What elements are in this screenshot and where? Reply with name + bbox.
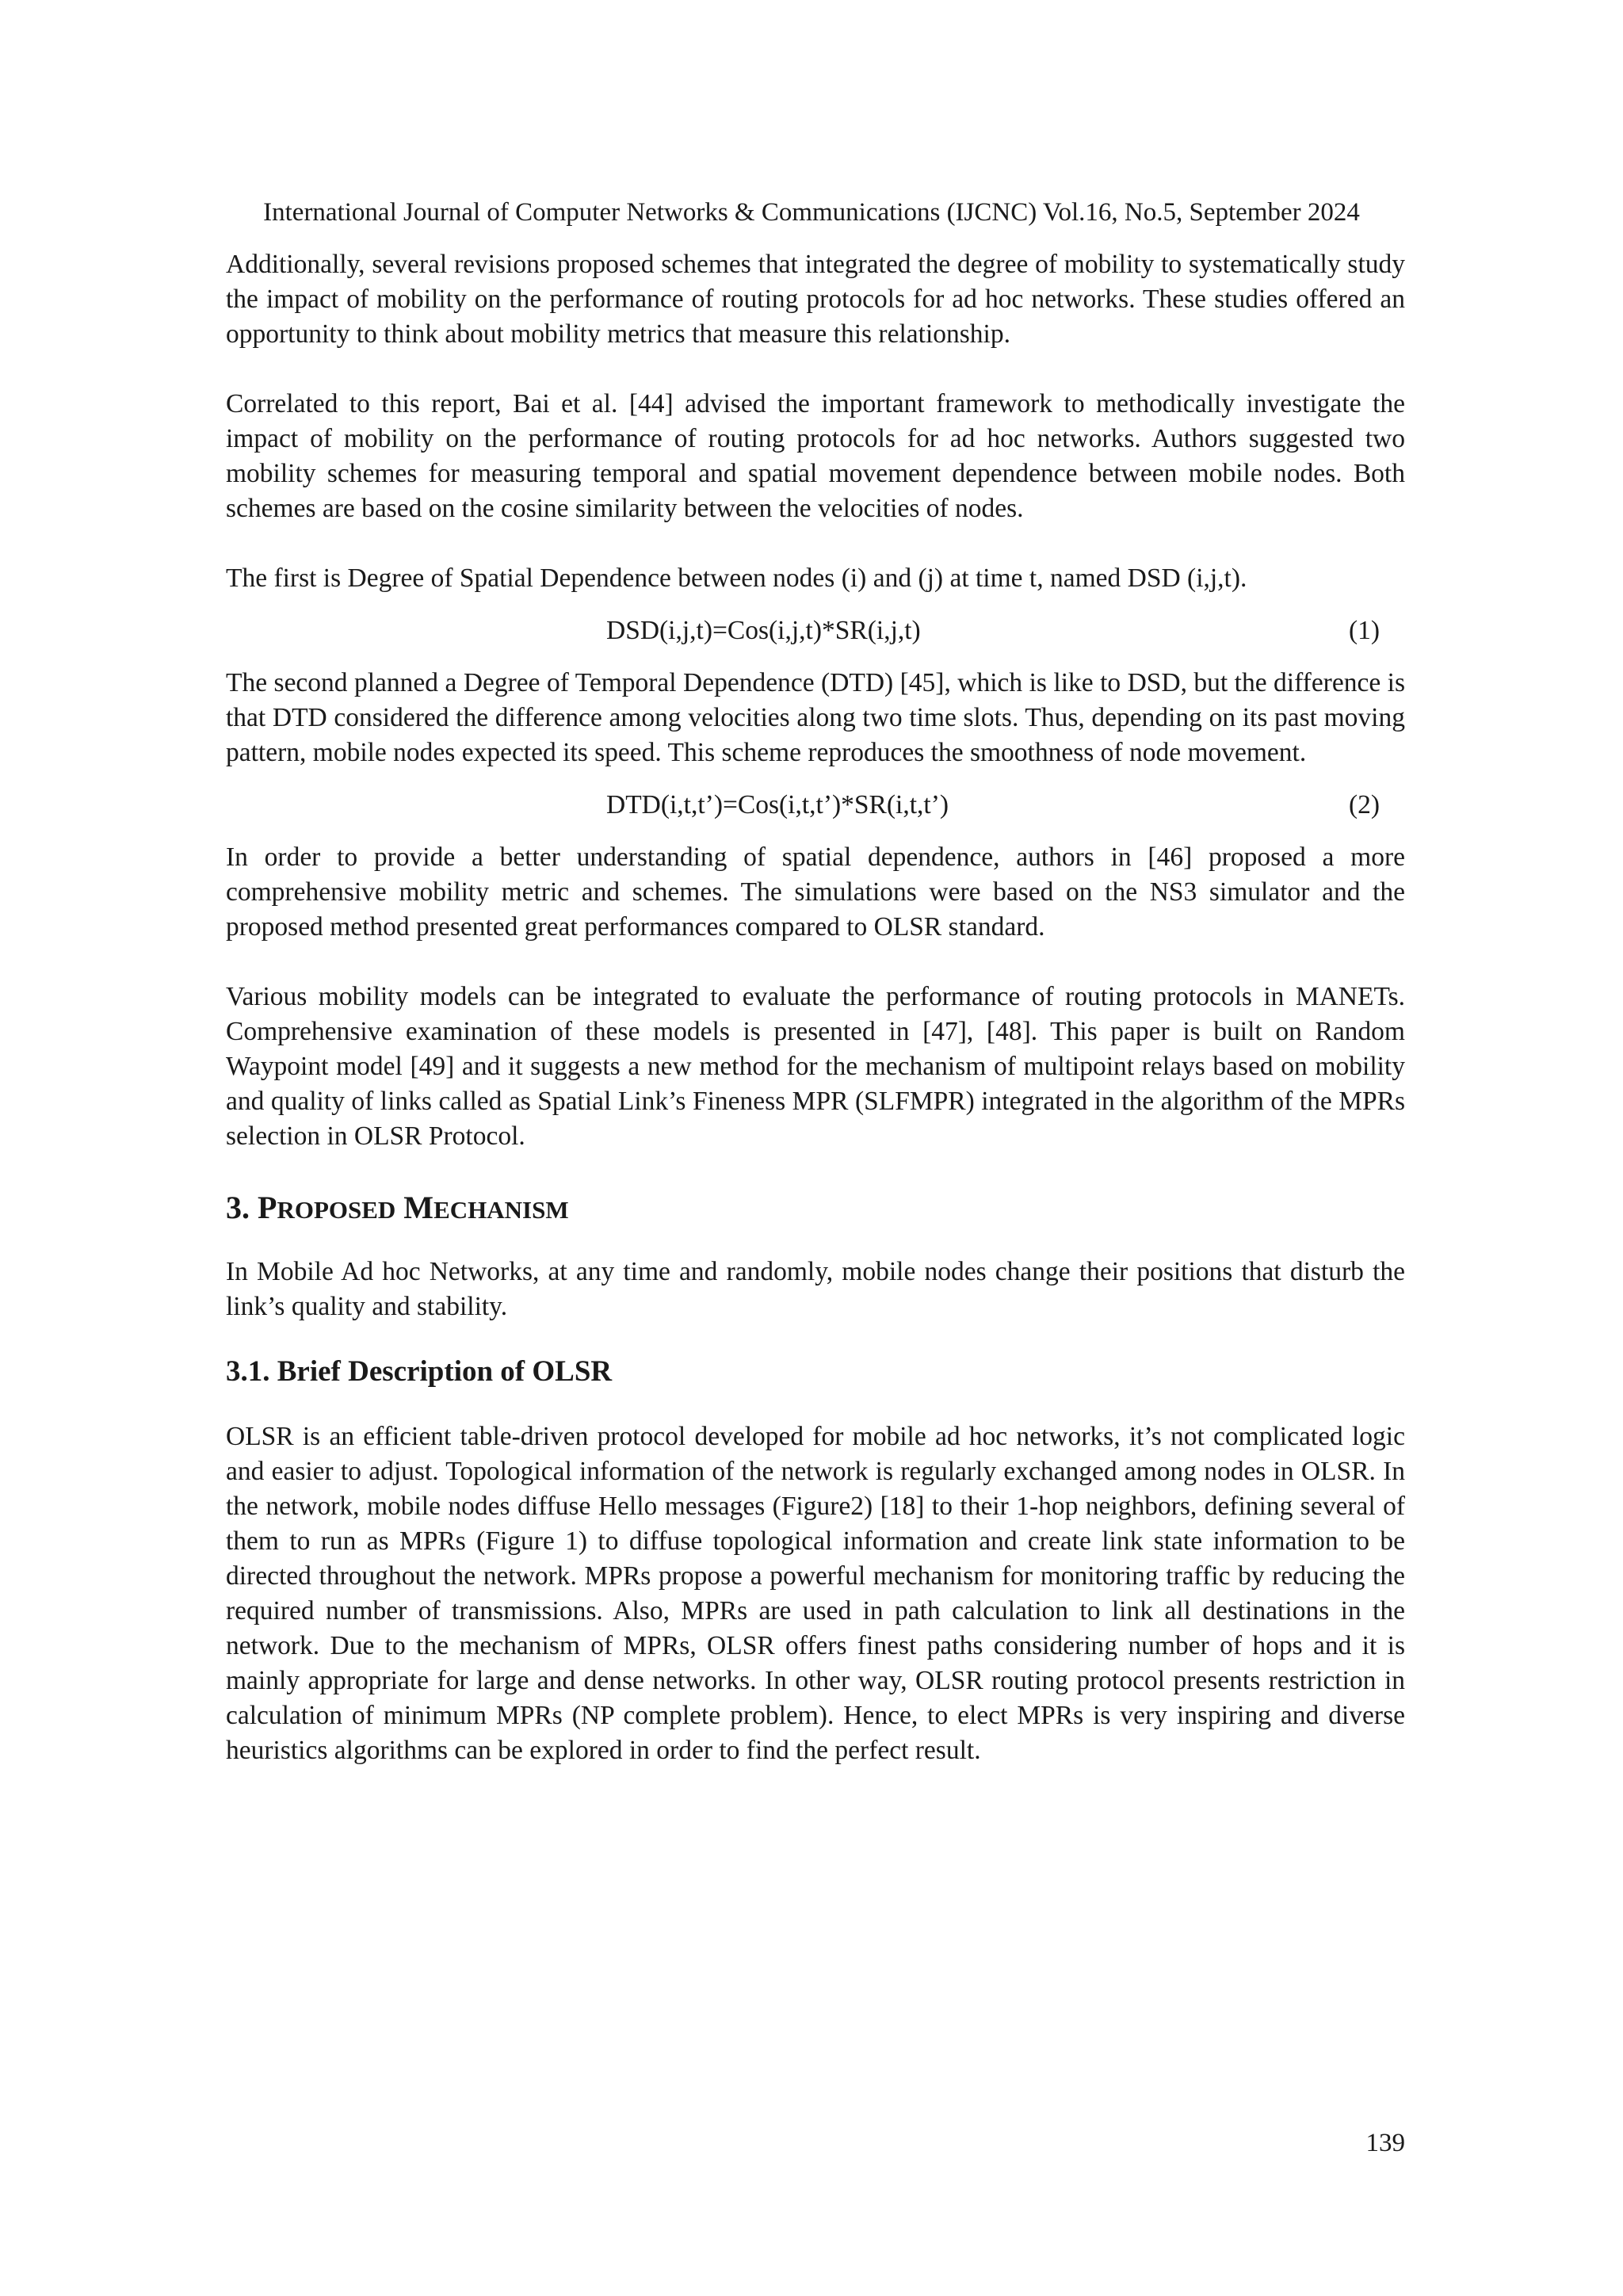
paragraph-bai-framework: Correlated to this report, Bai et al. [44] advised the important framework to methodically investigate the impact of mobility on the performance of routing protocols for ad hoc networks. Authors suggested two mobility schemes for measuring temporal and spatial movement dependence between mobile nodes. Both schemes are based on the cosine similarity between the velocities of nodes. xyxy=(226,389,1405,523)
paragraph-manet-intro: In Mobile Ad hoc Networks, at any time and randomly, mobile nodes change their positions that disturb the link’s quality and stability. xyxy=(226,1257,1405,1321)
paragraph-dtd: The second planned a Degree of Temporal Dependence (DTD) [45], which is like to DSD, but the difference is that DTD considered the difference among velocities along two time slots. Thus, depending on its past moving pattern, mobile nodes expected its speed. This scheme reproduces the smoothness of node movement. xyxy=(226,668,1405,767)
equation-2-expression: DTD(i,t,t’)=Cos(i,t,t’)*SR(i,t,t’) xyxy=(606,790,949,819)
equation-2-number: (2) xyxy=(1348,790,1380,819)
paragraph-dsd-intro: The first is Degree of Spatial Dependence between nodes (i) and (j) at time t, named DSD (i,j,t). xyxy=(226,563,1247,593)
section-title-initial-m: M xyxy=(403,1190,434,1225)
paragraph-mobility-degree: Additionally, several revisions proposed schemes that integrated the degree of mobility to systematically study the impact of mobility on the performance of routing protocols for ad hoc networks. These studies offered an opportunity to think about mobility metrics that measure this relationship. xyxy=(226,250,1405,349)
paragraph-spatial-dependence: In order to provide a better understanding of spatial dependence, authors in [46] proposed a more comprehensive mobility metric and schemes. The simulations were based on the NS3 simulator and the proposed method presented great performances compared to OLSR standard. xyxy=(226,842,1405,942)
equation-1 xyxy=(226,613,1405,648)
page-number: 139 xyxy=(1365,2129,1405,2157)
section-title-initial-p: P xyxy=(258,1190,277,1225)
section-title-rest-p: ROPOSED xyxy=(277,1196,396,1224)
section-heading-proposed-mechanism xyxy=(226,1187,1405,1231)
paragraph-mobility-models: Various mobility models can be integrated to evaluate the performance of routing protocols in MANETs. Comprehensive examination of these models is presented in [47], [48]. This paper is built on Random Waypoint model [49] and it suggests a new method for the mechanism of multipoint relays based on mobility and quality of links called as Spatial Link’s Fineness MPR (SLFMPR) integrated in the algorithm of the MPRs selection in OLSR Protocol. xyxy=(226,982,1405,1151)
section-title-rest-m: ECHANISM xyxy=(433,1196,569,1224)
journal-header: International Journal of Computer Networks & Communications (IJCNC) Vol.16, No.5, September 2024 xyxy=(263,198,1360,227)
equation-2 xyxy=(226,788,1405,823)
paragraph-olsr-description: OLSR is an efficient table-driven protocol developed for mobile ad hoc networks, it’s not complicated logic and easier to adjust. Topological information of the network is regularly exchanged among nodes in OLSR. In the network, mobile nodes diffuse Hello messages (Figure2) [18] to their 1-hop neighbors, defining several of them to run as MPRs (Figure 1) to diffuse topological information and create link state information to be directed throughout the network. MPRs propose a powerful mechanism for monitoring traffic by reducing the required number of transmissions. Also, MPRs are used in path calculation to link all destinations in the network. Due to the mechanism of MPRs, OLSR offers finest paths considering number of hops and it is mainly appropriate for large and dense networks. In other way, OLSR routing protocol presents restriction in calculation of minimum MPRs (NP complete problem). Hence, to elect MPRs is very inspiring and diverse heuristics algorithms can be explored in order to find the perfect result. xyxy=(226,1422,1405,1765)
equation-1-expression: DSD(i,j,t)=Cos(i,j,t)*SR(i,j,t) xyxy=(606,616,921,645)
section-number: 3. xyxy=(226,1190,250,1225)
subsection-heading-olsr: 3.1. Brief Description of OLSR xyxy=(226,1355,613,1388)
page-content xyxy=(226,247,1405,1768)
equation-1-number: (1) xyxy=(1348,616,1380,645)
